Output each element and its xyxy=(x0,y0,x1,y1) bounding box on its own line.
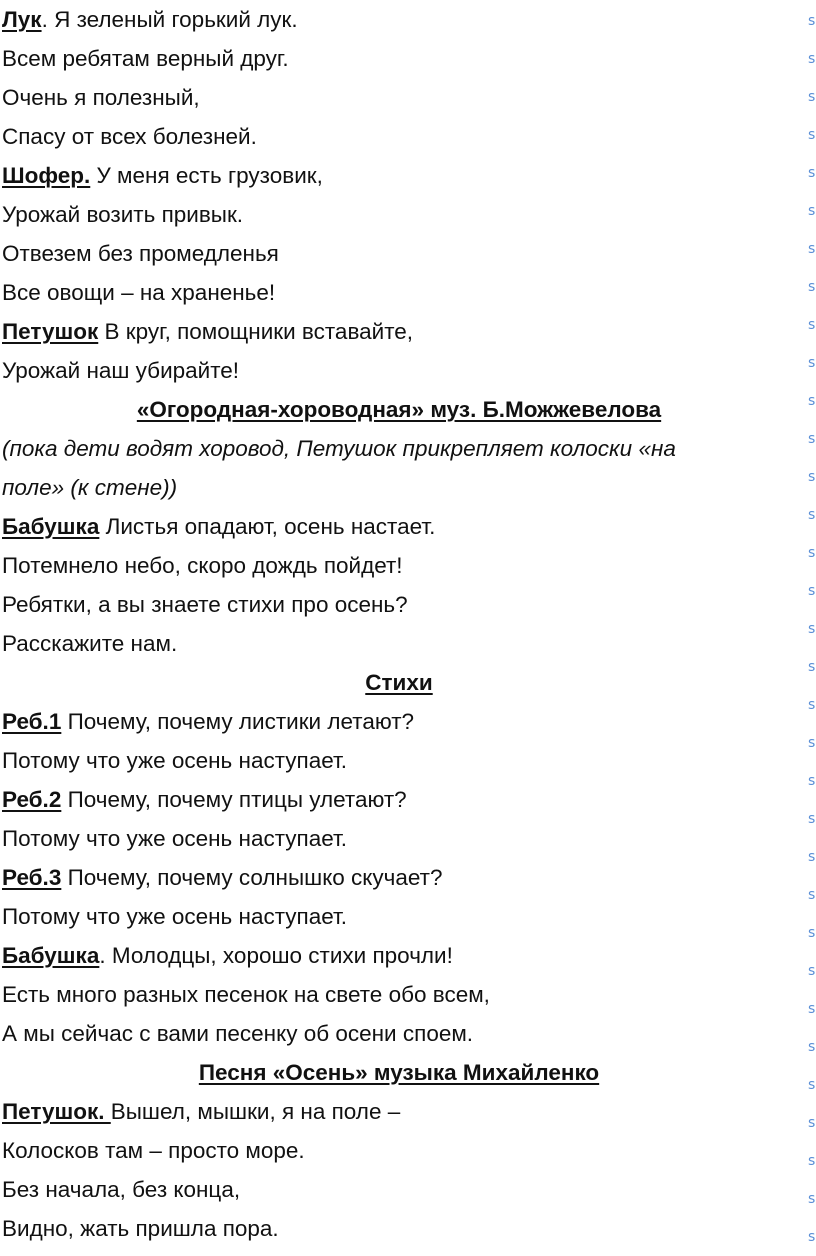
edge-mark: s xyxy=(808,1153,816,1169)
speaker-label: Шофер. xyxy=(2,163,91,188)
line-luk xyxy=(2,0,796,40)
line-text: . Молодцы, хорошо стихи прочли! xyxy=(99,943,453,968)
line-text: Вышел, мышки, я на поле – xyxy=(110,1099,401,1124)
edge-mark: s xyxy=(808,89,816,105)
speaker-label: Реб.2 xyxy=(2,787,62,812)
edge-mark: s xyxy=(808,697,816,713)
line-reb3 xyxy=(2,858,796,898)
text-line: Видно, жать пришла пора. xyxy=(2,1216,279,1241)
speaker-label: Лук xyxy=(2,7,42,32)
speaker-label: Бабушка xyxy=(2,514,100,539)
text-line: Урожай наш убирайте! xyxy=(2,358,240,383)
line-text: Почему, почему листики летают? xyxy=(61,709,415,734)
edge-mark: s xyxy=(808,507,816,523)
text-line: Спасу от всех болезней. xyxy=(2,124,257,149)
edge-mark: s xyxy=(808,1229,816,1245)
edge-mark: s xyxy=(808,1115,816,1131)
text-line: Отвезем без промедленья xyxy=(2,241,279,266)
line-text: Почему, почему солнышко скучает? xyxy=(61,865,443,890)
edge-mark: s xyxy=(808,659,816,675)
text-line: Урожай возить привык. xyxy=(2,202,244,227)
text-line: Ребятки, а вы знаете стихи про осень? xyxy=(2,592,408,617)
line-text: . Я зеленый горький лук. xyxy=(41,7,298,32)
line-petushok-2 xyxy=(2,1092,796,1132)
edge-mark: s xyxy=(808,1039,816,1055)
line-text: Листья опадают, осень настает. xyxy=(99,514,436,539)
edge-mark: s xyxy=(808,1077,816,1093)
text-line: Потемнело небо, скоро дождь пойдет! xyxy=(2,553,403,578)
line-babushka xyxy=(2,507,796,547)
edge-mark: s xyxy=(808,279,816,295)
text-line: Потому что уже осень наступает. xyxy=(2,904,348,929)
text-line: Всем ребятам верный друг. xyxy=(2,46,289,71)
edge-mark: s xyxy=(808,773,816,789)
edge-mark: s xyxy=(808,51,816,67)
text-line: Есть много разных песенок на свете обо всем, xyxy=(2,982,490,1007)
section-heading-poems xyxy=(2,663,796,703)
edge-mark: s xyxy=(808,469,816,485)
line-text: Почему, почему птицы улетают? xyxy=(61,787,407,812)
edge-mark: s xyxy=(808,431,816,447)
edge-mark: s xyxy=(808,849,816,865)
edge-mark: s xyxy=(808,545,816,561)
edge-mark: s xyxy=(808,1001,816,1017)
edge-mark: s xyxy=(808,1191,816,1207)
edge-mark: s xyxy=(808,583,816,599)
text-line: Расскажите нам. xyxy=(2,631,178,656)
speaker-label: Петушок xyxy=(2,319,99,344)
edge-mark: s xyxy=(808,317,816,333)
edge-mark: s xyxy=(808,925,816,941)
heading-text: Песня «Осень» музыка Михайленко xyxy=(198,1060,600,1085)
line-babushka-2 xyxy=(2,936,796,976)
line-petushok xyxy=(2,312,796,352)
edge-mark: s xyxy=(808,355,816,371)
text-line: Потому что уже осень наступает. xyxy=(2,826,348,851)
text-line: Без начала, без конца, xyxy=(2,1177,241,1202)
stage-direction: (пока дети водят хоровод, Петушок прикрепляет колоски «на xyxy=(2,436,676,461)
edge-mark: s xyxy=(808,241,816,257)
line-shofer xyxy=(2,156,796,196)
line-text: У меня есть грузовик, xyxy=(90,163,323,188)
text-line: Потому что уже осень наступает. xyxy=(2,748,348,773)
line-reb1 xyxy=(2,702,796,742)
line-text: В круг, помощники вставайте, xyxy=(98,319,414,344)
edge-mark: s xyxy=(808,963,816,979)
speaker-label: Реб.1 xyxy=(2,709,62,734)
speaker-label: Реб.3 xyxy=(2,865,62,890)
text-line: Очень я полезный, xyxy=(2,85,200,110)
heading-text: Стихи xyxy=(365,670,433,695)
edge-mark: s xyxy=(808,203,816,219)
edge-mark: s xyxy=(808,165,816,181)
section-heading-song-autumn xyxy=(2,1053,796,1093)
line-reb2 xyxy=(2,780,796,820)
edge-mark: s xyxy=(808,13,816,29)
edge-mark: s xyxy=(808,735,816,751)
edge-mark: s xyxy=(808,887,816,903)
page-edge-marks xyxy=(804,0,816,1256)
edge-mark: s xyxy=(808,621,816,637)
speaker-label: Петушок. xyxy=(2,1099,111,1124)
text-line: А мы сейчас с вами песенку об осени споем. xyxy=(2,1021,474,1046)
heading-text: «Огородная-хороводная» муз. Б.Можжевелова xyxy=(136,397,662,422)
edge-mark: s xyxy=(808,127,816,143)
edge-mark: s xyxy=(808,811,816,827)
edge-mark: s xyxy=(808,393,816,409)
speaker-label: Бабушка xyxy=(2,943,100,968)
text-line: Все овощи – на храненье! xyxy=(2,280,276,305)
section-heading-song xyxy=(2,390,796,430)
stage-direction: поле» (к стене)) xyxy=(2,475,178,500)
text-line: Колосков там – просто море. xyxy=(2,1138,305,1163)
